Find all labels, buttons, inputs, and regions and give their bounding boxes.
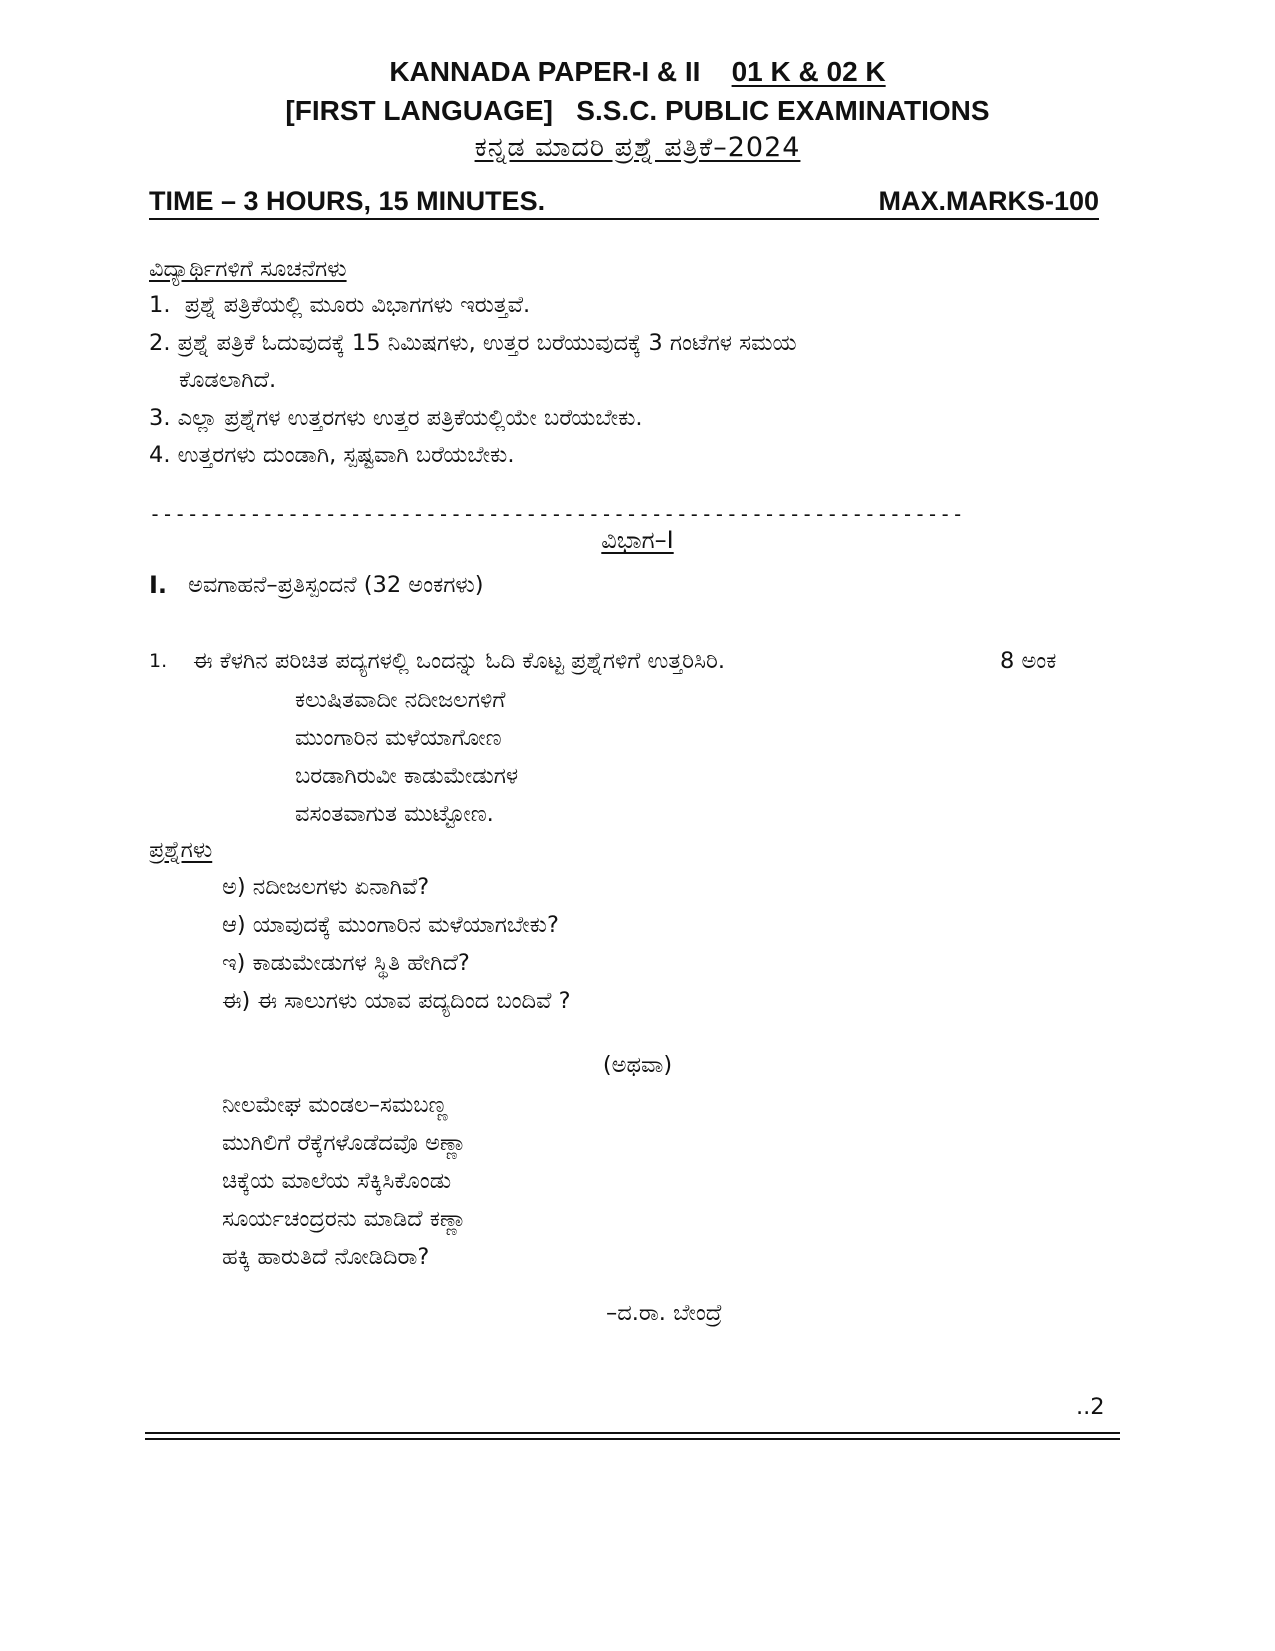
sub-question: ಆ) ಯಾವುದಕ್ಕೆ ಮುಂಗಾರಿನ ಮಳೆಯಾಗಬೇಕು? <box>222 912 559 938</box>
kannada-title: ಕನ್ನಡ ಮಾದರಿ ಪ್ರಶ್ನೆ ಪತ್ರಿಕೆ–2024 <box>474 132 801 163</box>
paper-title <box>0 56 1275 88</box>
poem-line: ಹಕ್ಕಿ ಹಾರುತಿದೆ ನೋಡಿದಿರಾ? <box>222 1244 430 1270</box>
dashed-divider: ----------------------------------------------------------------- <box>149 502 965 526</box>
section-title: ವಿಭಾಗ–I <box>601 526 674 554</box>
time-allowed: TIME – 3 HOURS, 15 MINUTES. <box>149 186 546 216</box>
poem-line: ನೀಲಮೇಘ ಮಂಡಲ–ಸಮಬಣ್ಣ <box>222 1092 448 1118</box>
question-marks: 8 ಅಂಕ <box>1000 648 1057 674</box>
instruction-item: 4. ಉತ್ತರಗಳು ದುಂಡಾಗಿ, ಸ್ಪಷ್ಟವಾಗಿ ಬರೆಯಬೇಕು. <box>149 442 515 468</box>
header-rule <box>149 218 1099 220</box>
poem-line: ಚಿಕ್ಕೆಯ ಮಾಲೆಯ ಸೆಕ್ಕಿಸಿಕೊಂಡು <box>222 1168 452 1194</box>
paper-name: KANNADA PAPER-I & II <box>389 56 701 87</box>
poem-line: ಮುಗಿಲಿಗೆ ರೆಕ್ಕೆಗಳೊಡೆದವೊ ಅಣ್ಣಾ <box>222 1130 467 1156</box>
poem-line: ವಸಂತವಾಗುತ ಮುಟ್ಟೋಣ. <box>295 801 494 827</box>
question-number: 1. <box>149 650 168 672</box>
poem-line: ಸೂರ್ಯಚಂದ್ರರನು ಮಾಡಿದೆ ಕಣ್ಣಾ <box>222 1206 467 1232</box>
instruction-item: ಕೊಡಲಾಗಿದೆ. <box>179 367 277 393</box>
part-title: ಅವಗಾಹನೆ–ಪ್ರತಿಸ್ಪಂದನೆ (32 ಅಂಕಗಳು) <box>188 572 484 598</box>
sub-question: ಅ) ನದೀಜಲಗಳು ಏನಾಗಿವೆ? <box>222 874 430 900</box>
max-marks: MAX.MARKS-100 <box>878 186 1099 216</box>
sub-question: ಇ) ಕಾಡುಮೇಡುಗಳ ಸ್ಥಿತಿ ಹೇಗಿದೆ? <box>222 950 470 976</box>
next-page-marker: ..2 <box>1076 1394 1105 1420</box>
poem-line: ಕಲುಷಿತವಾದೀ ನದೀಜಲಗಳಿಗೆ <box>295 687 506 713</box>
footer-rule-top <box>145 1432 1120 1434</box>
footer-rule-bottom <box>145 1438 1120 1440</box>
sub-question: ಈ) ಈ ಸಾಲುಗಳು ಯಾವ ಪದ್ಯದಿಂದ ಬಂದಿವೆ ? <box>222 988 571 1014</box>
part-number: I. <box>149 571 168 599</box>
time-marks-row <box>149 180 1099 220</box>
poem-line: ಮುಂಗಾರಿನ ಮಳೆಯಾಗೋಣ <box>295 725 502 751</box>
question-text: ಈ ಕೆಳಗಿನ ಪರಿಚಿತ ಪದ್ಯಗಳಲ್ಲಿ ಒಂದನ್ನು ಓದಿ ಕೊಟ್ಟ ಪ್ರಶ್ನೆಗಳಿಗೆ ಉತ್ತರಿಸಿರಿ. <box>193 648 726 674</box>
instructions-title: ವಿದ್ಯಾರ್ಥಿಗಳಿಗೆ ಸೂಚನೆಗಳು <box>149 256 347 282</box>
instruction-item: 1. ಪ್ರಶ್ನೆ ಪತ್ರಿಕೆಯಲ್ಲಿ ಮೂರು ವಿಭಾಗಗಳು ಇರುತ್ತವೆ. <box>149 292 531 318</box>
exam-name: [FIRST LANGUAGE] S.S.C. PUBLIC EXAMINATIONS <box>285 95 990 126</box>
poem-line: ಬರಡಾಗಿರುವೀ ಕಾಡುಮೇಡುಗಳ <box>295 763 519 789</box>
poem-author: –ದ.ರಾ. ಬೇಂದ್ರೆ <box>606 1300 723 1326</box>
questions-title: ಪ್ರಶ್ನೆಗಳು <box>149 837 213 863</box>
paper-code: 01 K & 02 K <box>731 56 886 87</box>
or-label: (ಅಥವಾ) <box>602 1052 673 1078</box>
instruction-item: 3. ಎಲ್ಲಾ ಪ್ರಶ್ನೆಗಳ ಉತ್ತರಗಳು ಉತ್ತರ ಪತ್ರಿಕೆಯಲ್ಲಿಯೇ ಬರೆಯಬೇಕು. <box>149 405 643 431</box>
instruction-item: 2. ಪ್ರಶ್ನೆ ಪತ್ರಿಕೆ ಓದುವುದಕ್ಕೆ 15 ನಿಮಿಷಗಳು, ಉತ್ತರ ಬರೆಯುವುದಕ್ಕೆ 3 ಗಂಟೆಗಳ ಸಮಯ <box>149 330 797 356</box>
